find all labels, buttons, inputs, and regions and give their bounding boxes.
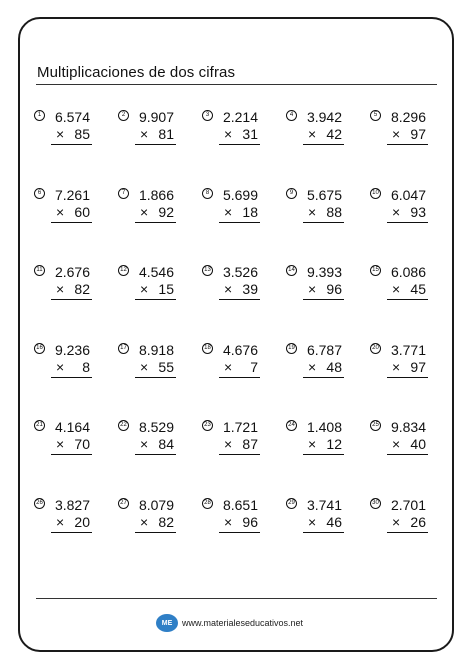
multiplicand: 8.296 bbox=[390, 109, 426, 125]
problem-13 bbox=[202, 261, 286, 339]
problem-number: 3 bbox=[202, 110, 213, 121]
multiplier: 85 bbox=[74, 126, 90, 142]
times-sign: × bbox=[56, 281, 65, 297]
problem-11 bbox=[34, 261, 118, 339]
problem-number: 9 bbox=[286, 188, 297, 199]
problem-23 bbox=[202, 416, 286, 494]
problem-number: 29 bbox=[286, 498, 297, 509]
problem-17 bbox=[118, 339, 202, 417]
answer-line bbox=[219, 299, 260, 300]
times-sign: × bbox=[140, 358, 149, 375]
answer-line bbox=[219, 454, 260, 455]
multiplier: 48 bbox=[326, 358, 342, 375]
times-sign: × bbox=[140, 513, 149, 530]
problem-number: 19 bbox=[286, 343, 297, 354]
problem-number: 25 bbox=[370, 420, 381, 431]
multiplicand: 5.699 bbox=[222, 186, 258, 203]
answer-line bbox=[219, 144, 260, 145]
problem-30 bbox=[370, 494, 454, 572]
answer-line bbox=[135, 454, 176, 455]
times-sign: × bbox=[224, 126, 233, 142]
multiplicand: 9.236 bbox=[54, 341, 90, 358]
problem-number: 7 bbox=[118, 188, 129, 199]
multiplier: 96 bbox=[326, 281, 342, 297]
multiplier: 97 bbox=[410, 126, 426, 142]
times-sign: × bbox=[140, 203, 149, 220]
multiplier: 26 bbox=[410, 513, 426, 530]
multiplier: 87 bbox=[242, 436, 258, 452]
answer-line bbox=[135, 144, 176, 145]
multiplicand: 8.079 bbox=[138, 496, 174, 513]
times-sign: × bbox=[224, 436, 233, 452]
times-sign: × bbox=[392, 358, 401, 375]
multiplier: 70 bbox=[74, 436, 90, 452]
problem-number: 30 bbox=[370, 498, 381, 509]
answer-line bbox=[387, 532, 428, 533]
multiplicand: 9.907 bbox=[138, 109, 174, 125]
problem-number: 28 bbox=[202, 498, 213, 509]
problem-number: 14 bbox=[286, 265, 297, 276]
title-divider bbox=[36, 84, 437, 85]
problem-number: 10 bbox=[370, 188, 381, 199]
problem-number: 13 bbox=[202, 265, 213, 276]
multiplier: 7 bbox=[250, 358, 258, 375]
multiplicand: 2.676 bbox=[54, 264, 90, 280]
problem-18 bbox=[202, 339, 286, 417]
multiplier: 96 bbox=[242, 513, 258, 530]
multiplicand: 6.574 bbox=[54, 109, 90, 125]
problem-5 bbox=[370, 106, 454, 184]
multiplicand: 1.866 bbox=[138, 186, 174, 203]
multiplier: 15 bbox=[158, 281, 174, 297]
answer-line bbox=[135, 532, 176, 533]
problem-27 bbox=[118, 494, 202, 572]
problem-10 bbox=[370, 184, 454, 262]
multiplier: 42 bbox=[326, 126, 342, 142]
times-sign: × bbox=[392, 126, 401, 142]
multiplier: 31 bbox=[242, 126, 258, 142]
times-sign: × bbox=[224, 513, 233, 530]
multiplier: 45 bbox=[410, 281, 426, 297]
problem-7 bbox=[118, 184, 202, 262]
problem-number: 21 bbox=[34, 420, 45, 431]
multiplier: 12 bbox=[326, 436, 342, 452]
multiplicand: 3.771 bbox=[390, 341, 426, 358]
answer-line bbox=[303, 532, 344, 533]
multiplier: 46 bbox=[326, 513, 342, 530]
footer bbox=[156, 614, 303, 632]
answer-line bbox=[387, 222, 428, 223]
multiplier: 88 bbox=[326, 203, 342, 220]
answer-line bbox=[51, 532, 92, 533]
problem-14 bbox=[286, 261, 370, 339]
problem-29 bbox=[286, 494, 370, 572]
multiplier: 93 bbox=[410, 203, 426, 220]
problem-number: 24 bbox=[286, 420, 297, 431]
problem-number: 26 bbox=[34, 498, 45, 509]
answer-line bbox=[387, 454, 428, 455]
times-sign: × bbox=[56, 513, 65, 530]
times-sign: × bbox=[308, 513, 317, 530]
answer-line bbox=[135, 222, 176, 223]
times-sign: × bbox=[56, 436, 65, 452]
problem-number: 17 bbox=[118, 343, 129, 354]
multiplier: 82 bbox=[74, 281, 90, 297]
multiplicand: 6.047 bbox=[390, 186, 426, 203]
answer-line bbox=[303, 377, 344, 378]
multiplier: 40 bbox=[410, 436, 426, 452]
times-sign: × bbox=[140, 126, 149, 142]
problem-number: 15 bbox=[370, 265, 381, 276]
multiplier: 92 bbox=[158, 203, 174, 220]
problem-15 bbox=[370, 261, 454, 339]
problem-2 bbox=[118, 106, 202, 184]
problem-6 bbox=[34, 184, 118, 262]
multiplicand: 8.529 bbox=[138, 419, 174, 435]
multiplicand: 1.408 bbox=[306, 419, 342, 435]
answer-line bbox=[135, 377, 176, 378]
worksheet-title: Multiplicaciones de dos cifras bbox=[37, 64, 236, 81]
multiplier: 60 bbox=[74, 203, 90, 220]
multiplicand: 4.676 bbox=[222, 341, 258, 358]
problem-number: 11 bbox=[34, 265, 45, 276]
problem-number: 1 bbox=[34, 110, 45, 121]
multiplier: 39 bbox=[242, 281, 258, 297]
times-sign: × bbox=[56, 358, 65, 375]
multiplicand: 1.721 bbox=[222, 419, 258, 435]
site-url[interactable]: www.materialeseducativos.net bbox=[182, 618, 304, 628]
problem-24 bbox=[286, 416, 370, 494]
answer-line bbox=[219, 532, 260, 533]
problem-9 bbox=[286, 184, 370, 262]
multiplier: 81 bbox=[158, 126, 174, 142]
times-sign: × bbox=[224, 281, 233, 297]
problem-number: 20 bbox=[370, 343, 381, 354]
multiplicand: 7.261 bbox=[54, 186, 90, 203]
problem-number: 4 bbox=[286, 110, 297, 121]
multiplicand: 4.546 bbox=[138, 264, 174, 280]
times-sign: × bbox=[308, 203, 317, 220]
multiplicand: 3.741 bbox=[306, 496, 342, 513]
problem-16 bbox=[34, 339, 118, 417]
multiplicand: 2.214 bbox=[222, 109, 258, 125]
problem-19 bbox=[286, 339, 370, 417]
answer-line bbox=[387, 377, 428, 378]
multiplier: 55 bbox=[158, 358, 174, 375]
times-sign: × bbox=[140, 436, 149, 452]
multiplier: 8 bbox=[82, 358, 90, 375]
times-sign: × bbox=[140, 281, 149, 297]
multiplicand: 6.086 bbox=[390, 264, 426, 280]
times-sign: × bbox=[392, 436, 401, 452]
problem-21 bbox=[34, 416, 118, 494]
answer-line bbox=[219, 377, 260, 378]
times-sign: × bbox=[308, 126, 317, 142]
answer-line bbox=[303, 454, 344, 455]
times-sign: × bbox=[224, 203, 233, 220]
times-sign: × bbox=[56, 203, 65, 220]
multiplicand: 4.164 bbox=[54, 419, 90, 435]
problem-number: 6 bbox=[34, 188, 45, 199]
times-sign: × bbox=[392, 203, 401, 220]
multiplicand: 9.393 bbox=[306, 264, 342, 280]
footer-divider bbox=[36, 598, 437, 599]
times-sign: × bbox=[392, 281, 401, 297]
answer-line bbox=[51, 144, 92, 145]
problem-number: 2 bbox=[118, 110, 129, 121]
problem-12 bbox=[118, 261, 202, 339]
multiplicand: 6.787 bbox=[306, 341, 342, 358]
times-sign: × bbox=[56, 126, 65, 142]
problem-number: 5 bbox=[370, 110, 381, 121]
problem-4 bbox=[286, 106, 370, 184]
answer-line bbox=[219, 222, 260, 223]
answer-line bbox=[303, 144, 344, 145]
times-sign: × bbox=[392, 513, 401, 530]
problem-number: 27 bbox=[118, 498, 129, 509]
multiplier: 84 bbox=[158, 436, 174, 452]
problem-20 bbox=[370, 339, 454, 417]
problem-8 bbox=[202, 184, 286, 262]
problem-1 bbox=[34, 106, 118, 184]
answer-line bbox=[303, 299, 344, 300]
answer-line bbox=[51, 454, 92, 455]
problem-25 bbox=[370, 416, 454, 494]
answer-line bbox=[135, 299, 176, 300]
multiplicand: 3.827 bbox=[54, 496, 90, 513]
multiplicand: 3.526 bbox=[222, 264, 258, 280]
multiplicand: 3.942 bbox=[306, 109, 342, 125]
times-sign: × bbox=[308, 436, 317, 452]
multiplier: 97 bbox=[410, 358, 426, 375]
times-sign: × bbox=[308, 281, 317, 297]
multiplicand: 8.651 bbox=[222, 496, 258, 513]
problem-number: 23 bbox=[202, 420, 213, 431]
problem-number: 12 bbox=[118, 265, 129, 276]
times-sign: × bbox=[308, 358, 317, 375]
multiplier: 82 bbox=[158, 513, 174, 530]
problem-22 bbox=[118, 416, 202, 494]
answer-line bbox=[51, 299, 92, 300]
problem-number: 16 bbox=[34, 343, 45, 354]
answer-line bbox=[387, 144, 428, 145]
problem-number: 22 bbox=[118, 420, 129, 431]
multiplier: 20 bbox=[74, 513, 90, 530]
multiplicand: 8.918 bbox=[138, 341, 174, 358]
site-logo: ME bbox=[156, 614, 178, 632]
problem-26 bbox=[34, 494, 118, 572]
times-sign: × bbox=[224, 358, 233, 375]
problem-number: 18 bbox=[202, 343, 213, 354]
problem-grid bbox=[34, 106, 444, 571]
answer-line bbox=[387, 299, 428, 300]
multiplicand: 9.834 bbox=[390, 419, 426, 435]
answer-line bbox=[51, 222, 92, 223]
answer-line bbox=[51, 377, 92, 378]
multiplicand: 5.675 bbox=[306, 186, 342, 203]
multiplicand: 2.701 bbox=[390, 496, 426, 513]
problem-28 bbox=[202, 494, 286, 572]
answer-line bbox=[303, 222, 344, 223]
problem-number: 8 bbox=[202, 188, 213, 199]
multiplier: 18 bbox=[242, 203, 258, 220]
problem-3 bbox=[202, 106, 286, 184]
